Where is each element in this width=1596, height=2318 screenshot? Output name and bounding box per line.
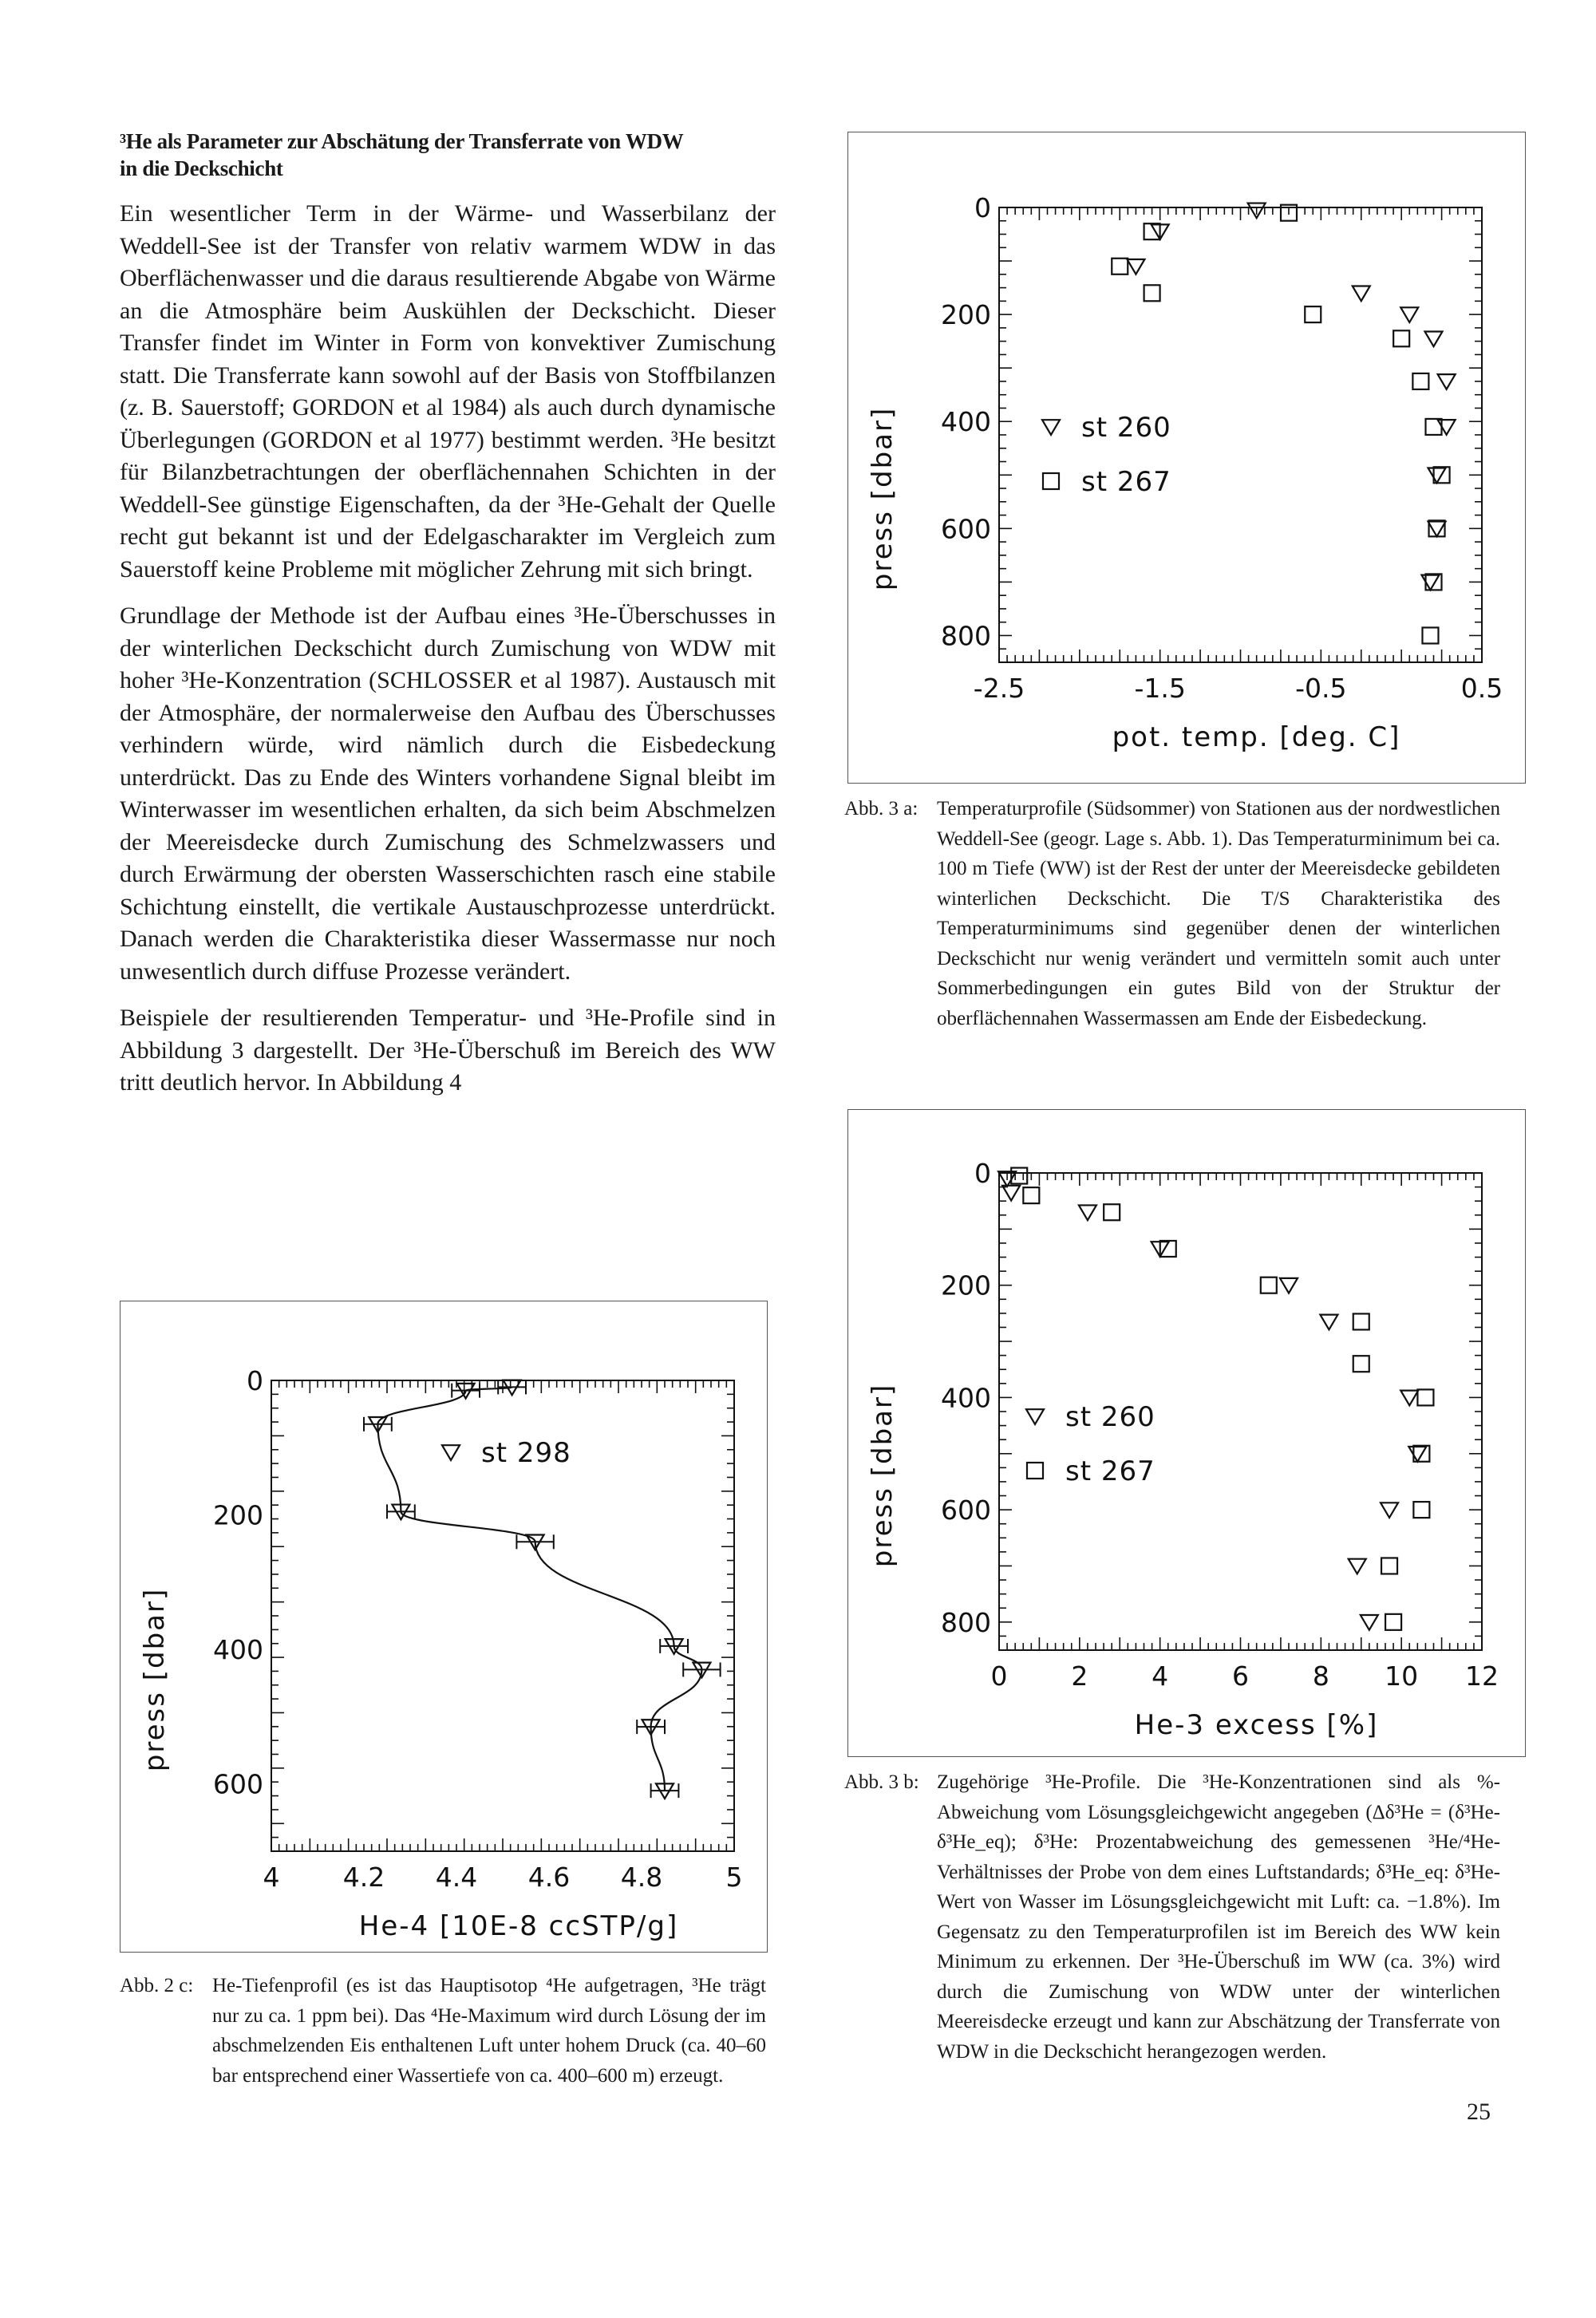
fig2c-ylabel: press [dbar]: [139, 1587, 171, 1772]
fig3b-caption: [844, 1767, 1500, 2067]
fig3a-legend-triangle: [1042, 420, 1060, 435]
fig3b-point-triangle: [1349, 1559, 1366, 1574]
section-heading-line2: in die Deckschicht: [120, 156, 283, 180]
fig3b-point-triangle: [1002, 1186, 1020, 1201]
fig3a-point-square: [1305, 306, 1321, 322]
fig3a-ytick-label: 400: [941, 406, 991, 438]
fig3b-caption-text: Zugehörige ³He-Profile. Die ³He-Konzentrationen sind als %-Abweichung vom Lösungsgleichgewicht angegeben (Δδ³He = (δ³He-δ³He_eq); δ³He: Prozentabweichung des gemessenen ³He/⁴He-Verhältnisses der Probe von dem eines Luftstandards; δ³He_eq: δ³He-Wert von Wasser im Lösungsgleichgewicht mit Luft: ca. −1.8%). Im Gegensatz zu den Temperaturprofilen ist im Bereich des WW kein Minimum zu erkennen. Der ³He-Überschuß im WW (ca. 3%) wird durch die Zumischung von WDW unter der winterlichen Meereisdecke erzeugt und kann zur Abschätzung der Transferrate von WDW in die Deckschicht herangezogen werden.: [937, 1771, 1500, 2063]
fig3b-ytick-label: 800: [941, 1606, 991, 1638]
fig3b-point-triangle: [1408, 1447, 1426, 1462]
fig2c-xtick-label: 4: [263, 1862, 280, 1893]
fig2c-ytick-label: 0: [247, 1365, 263, 1396]
fig2c-legend-label: st 298: [481, 1437, 571, 1469]
fig3b-xtick-label: 2: [1071, 1661, 1088, 1692]
fig3b-legend-label: st 267: [1065, 1455, 1156, 1487]
fig3a-point-square: [1393, 330, 1409, 346]
fig3a-xlabel: pot. temp. [deg. C]: [1112, 721, 1401, 753]
fig2c-ytick-label: 200: [213, 1499, 263, 1531]
fig3a-ytick-label: 0: [974, 192, 991, 223]
fig3b-point-square: [1353, 1356, 1369, 1372]
fig3b-ylabel: press [dbar]: [867, 1383, 899, 1568]
fig2c-xlabel: He-4 [10E-8 ccSTP/g]: [358, 1910, 679, 1942]
fig3a-xtick-label: -2.5: [973, 673, 1025, 704]
fig3a-ylabel: press [dbar]: [867, 406, 899, 591]
fig3a-point-triangle: [1421, 575, 1439, 590]
fig3b-point-triangle: [1361, 1615, 1378, 1630]
fig3b-ytick-label: 600: [941, 1495, 991, 1526]
fig3b-legend-label: st 260: [1065, 1401, 1156, 1433]
fig3b-legend-square: [1027, 1463, 1043, 1479]
fig3a-xtick-label: -0.5: [1295, 673, 1347, 704]
fig3a-point-triangle: [1400, 307, 1418, 322]
fig2c-xtick-label: 4.6: [527, 1862, 571, 1893]
fig3a-legend-label: st 267: [1081, 466, 1171, 498]
fig3b-point-square: [1413, 1502, 1429, 1518]
fig3b-point-square: [1104, 1204, 1120, 1220]
fig3a-legend-square: [1043, 473, 1059, 489]
fig3b-xtick-label: 4: [1152, 1661, 1169, 1692]
fig3a-point-triangle: [1438, 374, 1456, 389]
fig3b-point-triangle: [1280, 1278, 1298, 1293]
fig3b-caption-label: Abb. 3 b:: [844, 1771, 919, 1793]
page-number: 25: [1467, 2099, 1491, 2125]
fig3b-ytick-label: 200: [941, 1270, 991, 1301]
fig3b-xtick-label: 12: [1465, 1661, 1499, 1692]
fig2c-xtick-label: 4.4: [435, 1862, 478, 1893]
fig3b-point-square: [1417, 1389, 1433, 1405]
fig3a-legend-label: st 260: [1081, 412, 1171, 444]
fig2c-ytick-label: 400: [213, 1634, 263, 1666]
fig3b-point-triangle: [1400, 1391, 1418, 1406]
fig2c-chart: [120, 1301, 766, 1951]
fig3a-ytick-label: 800: [941, 620, 991, 652]
paragraph-3: Beispiele der resultierenden Temperatur- und ³He-Profile sind in Abbildung 3 dargestellt. Der ³He-Überschuß im Bereich des WW tritt deutlich hervor. In Abbildung 4: [120, 1005, 776, 1096]
fig3a-point-triangle: [1127, 259, 1144, 274]
fig2c-legend-triangle: [442, 1445, 460, 1460]
paragraph-1: Ein wesentlicher Term in der Wärme- und Wasserbilanz der Weddell-See ist der Transfer von relativ warmem WDW in das Oberflächenwasser und die daraus resultierende Abgabe von Wärme an die Atmosphäre beim Auskühlen der Deckschicht. Dieser Transfer findet im Winter in Form von konvektiver Zumischung statt. Die Transferrate kann sowohl auf der Basis von Stoffbilanzen (z. B. Sauerstoff; GORDON et al 1984) als auch durch dynamische Überlegungen (GORDON et al 1977) bestimmt werden. ³He besitzt für Bilanzbetrachtungen der oberflächennahen Schichten in der Weddell-See günstige Eigenschaften, da der ³He-Gehalt der Quelle recht gut bekannt ist und der Edelgascharakter im Vergleich zum Sauerstoff keine Probleme mit möglicher Zehrung mit sich bringt.: [120, 200, 776, 582]
fig3b-chart: [847, 1109, 1524, 1755]
fig3a-ytick-label: 600: [941, 513, 991, 545]
fig3b-xtick-label: 10: [1385, 1661, 1419, 1692]
fig3b-point-triangle: [1079, 1205, 1096, 1220]
fig3a-chart: [847, 132, 1524, 782]
left-column: [120, 128, 776, 1114]
fig3b-xtick-label: 6: [1232, 1661, 1249, 1692]
fig3b-point-square: [1385, 1614, 1401, 1630]
fig3a-point-triangle: [1428, 468, 1446, 483]
fig3b-point-triangle: [1320, 1315, 1337, 1330]
fig3a-point-square: [1412, 373, 1428, 389]
section-heading: [120, 128, 776, 182]
fig2c-ytick-label: 600: [213, 1768, 263, 1800]
fig3a-point-square: [1112, 259, 1128, 274]
fig3a-xtick-label: 0.5: [1460, 673, 1503, 704]
fig2c-xtick-label: 4.8: [620, 1862, 663, 1893]
fig3a-xtick-label: -1.5: [1134, 673, 1186, 704]
fig3a-caption: [844, 794, 1500, 1033]
fig3a-point-triangle: [1425, 331, 1443, 346]
fig2c-xtick-label: 5: [725, 1862, 743, 1893]
fig2c-caption-text: He-Tiefenprofil (es ist das Hauptisotop ⁴He aufgetragen, ³He trägt nur zu ca. 1 ppm bei). Das ⁴He-Maximum wird durch Lösung der im abschmelzenden Eis enthaltenen Luft unter hohem Druck (ca. 40–60 bar entsprechend einer Wassertiefe von ca. 400–600 m) erzeugt.: [212, 1975, 766, 2087]
fig3b-point-square: [1381, 1558, 1397, 1574]
fig2c-xtick-label: 4.2: [342, 1862, 385, 1893]
fig3b-point-square: [1261, 1277, 1277, 1293]
fig3a-ytick-label: 200: [941, 299, 991, 331]
section-heading-line1: ³He als Parameter zur Abschätung der Transferrate von WDW: [120, 129, 684, 153]
fig2c-caption: [120, 1971, 766, 2091]
fig3b-xtick-label: 8: [1312, 1661, 1329, 1692]
paragraph-2: Grundlage der Methode ist der Aufbau eines ³He-Überschusses in der winterlichen Deckschicht durch Zumischung von WDW mit hoher ³He-Konzentration (SCHLOSSER et al 1987). Austausch mit der Atmosphäre, der normalerweise den Aufbau des Überschusses verhindern würde, wird nämlich durch die Eisbedeckung unterdrückt. Das zu Ende des Winters vorhandene Signal bleibt im Winterwasser im wesentlichen erhalten, da sich beim Abschmelzen der Meereisdecke durch Zumischung des Schmelzwassers und durch Erwärmung der obersten Wasserschichten rasch eine stabile Schichtung einstellt, die vertikale Austauschprozesse unterdrückt. Danach werden die Charakteristika dieser Wassermasse nur noch unwesentlich durch diffuse Prozesse verändert.: [120, 602, 776, 985]
fig3a-point-triangle: [1438, 420, 1456, 435]
fig3b-ytick-label: 400: [941, 1382, 991, 1414]
fig3b-xlabel: He-3 excess [%]: [1134, 1709, 1379, 1741]
fig3b-ytick-label: 0: [974, 1158, 991, 1189]
fig3b-legend-triangle: [1026, 1409, 1044, 1424]
fig2c-caption-label: Abb. 2 c:: [120, 1975, 194, 1996]
fig3a-caption-label: Abb. 3 a:: [844, 798, 918, 819]
fig3b-point-square: [1353, 1313, 1369, 1329]
fig3a-point-square: [1422, 627, 1438, 643]
fig3a-point-triangle: [1428, 522, 1446, 537]
fig3a-point-triangle: [1353, 286, 1370, 301]
fig3b-point-square: [1023, 1187, 1039, 1203]
fig3a-caption-text: Temperaturprofile (Südsommer) von Stationen aus der nordwestlichen Weddell-See (geogr. Lage s. Abb. 1). Das Temperaturminimum bei ca. 100 m Tiefe (WW) ist der Rest der unter der Meereisdecke gebildeten winterlichen Deckschicht. Die T/S Charakteristika des Temperaturminimums sind gegenüber denen der winterlichen Deckschicht nur wenig verändert und vermitteln somit auch unter Sommerbedingungen ein gutes Bild von der Struktur der oberflächennahen Wassermassen am Ende der Eisbedeckung.: [937, 798, 1500, 1029]
fig3b-point-triangle: [1381, 1503, 1398, 1518]
fig3a-plot-area: [999, 207, 1482, 662]
fig3a-point-square: [1144, 285, 1160, 301]
fig3b-xtick-label: 0: [990, 1661, 1008, 1692]
